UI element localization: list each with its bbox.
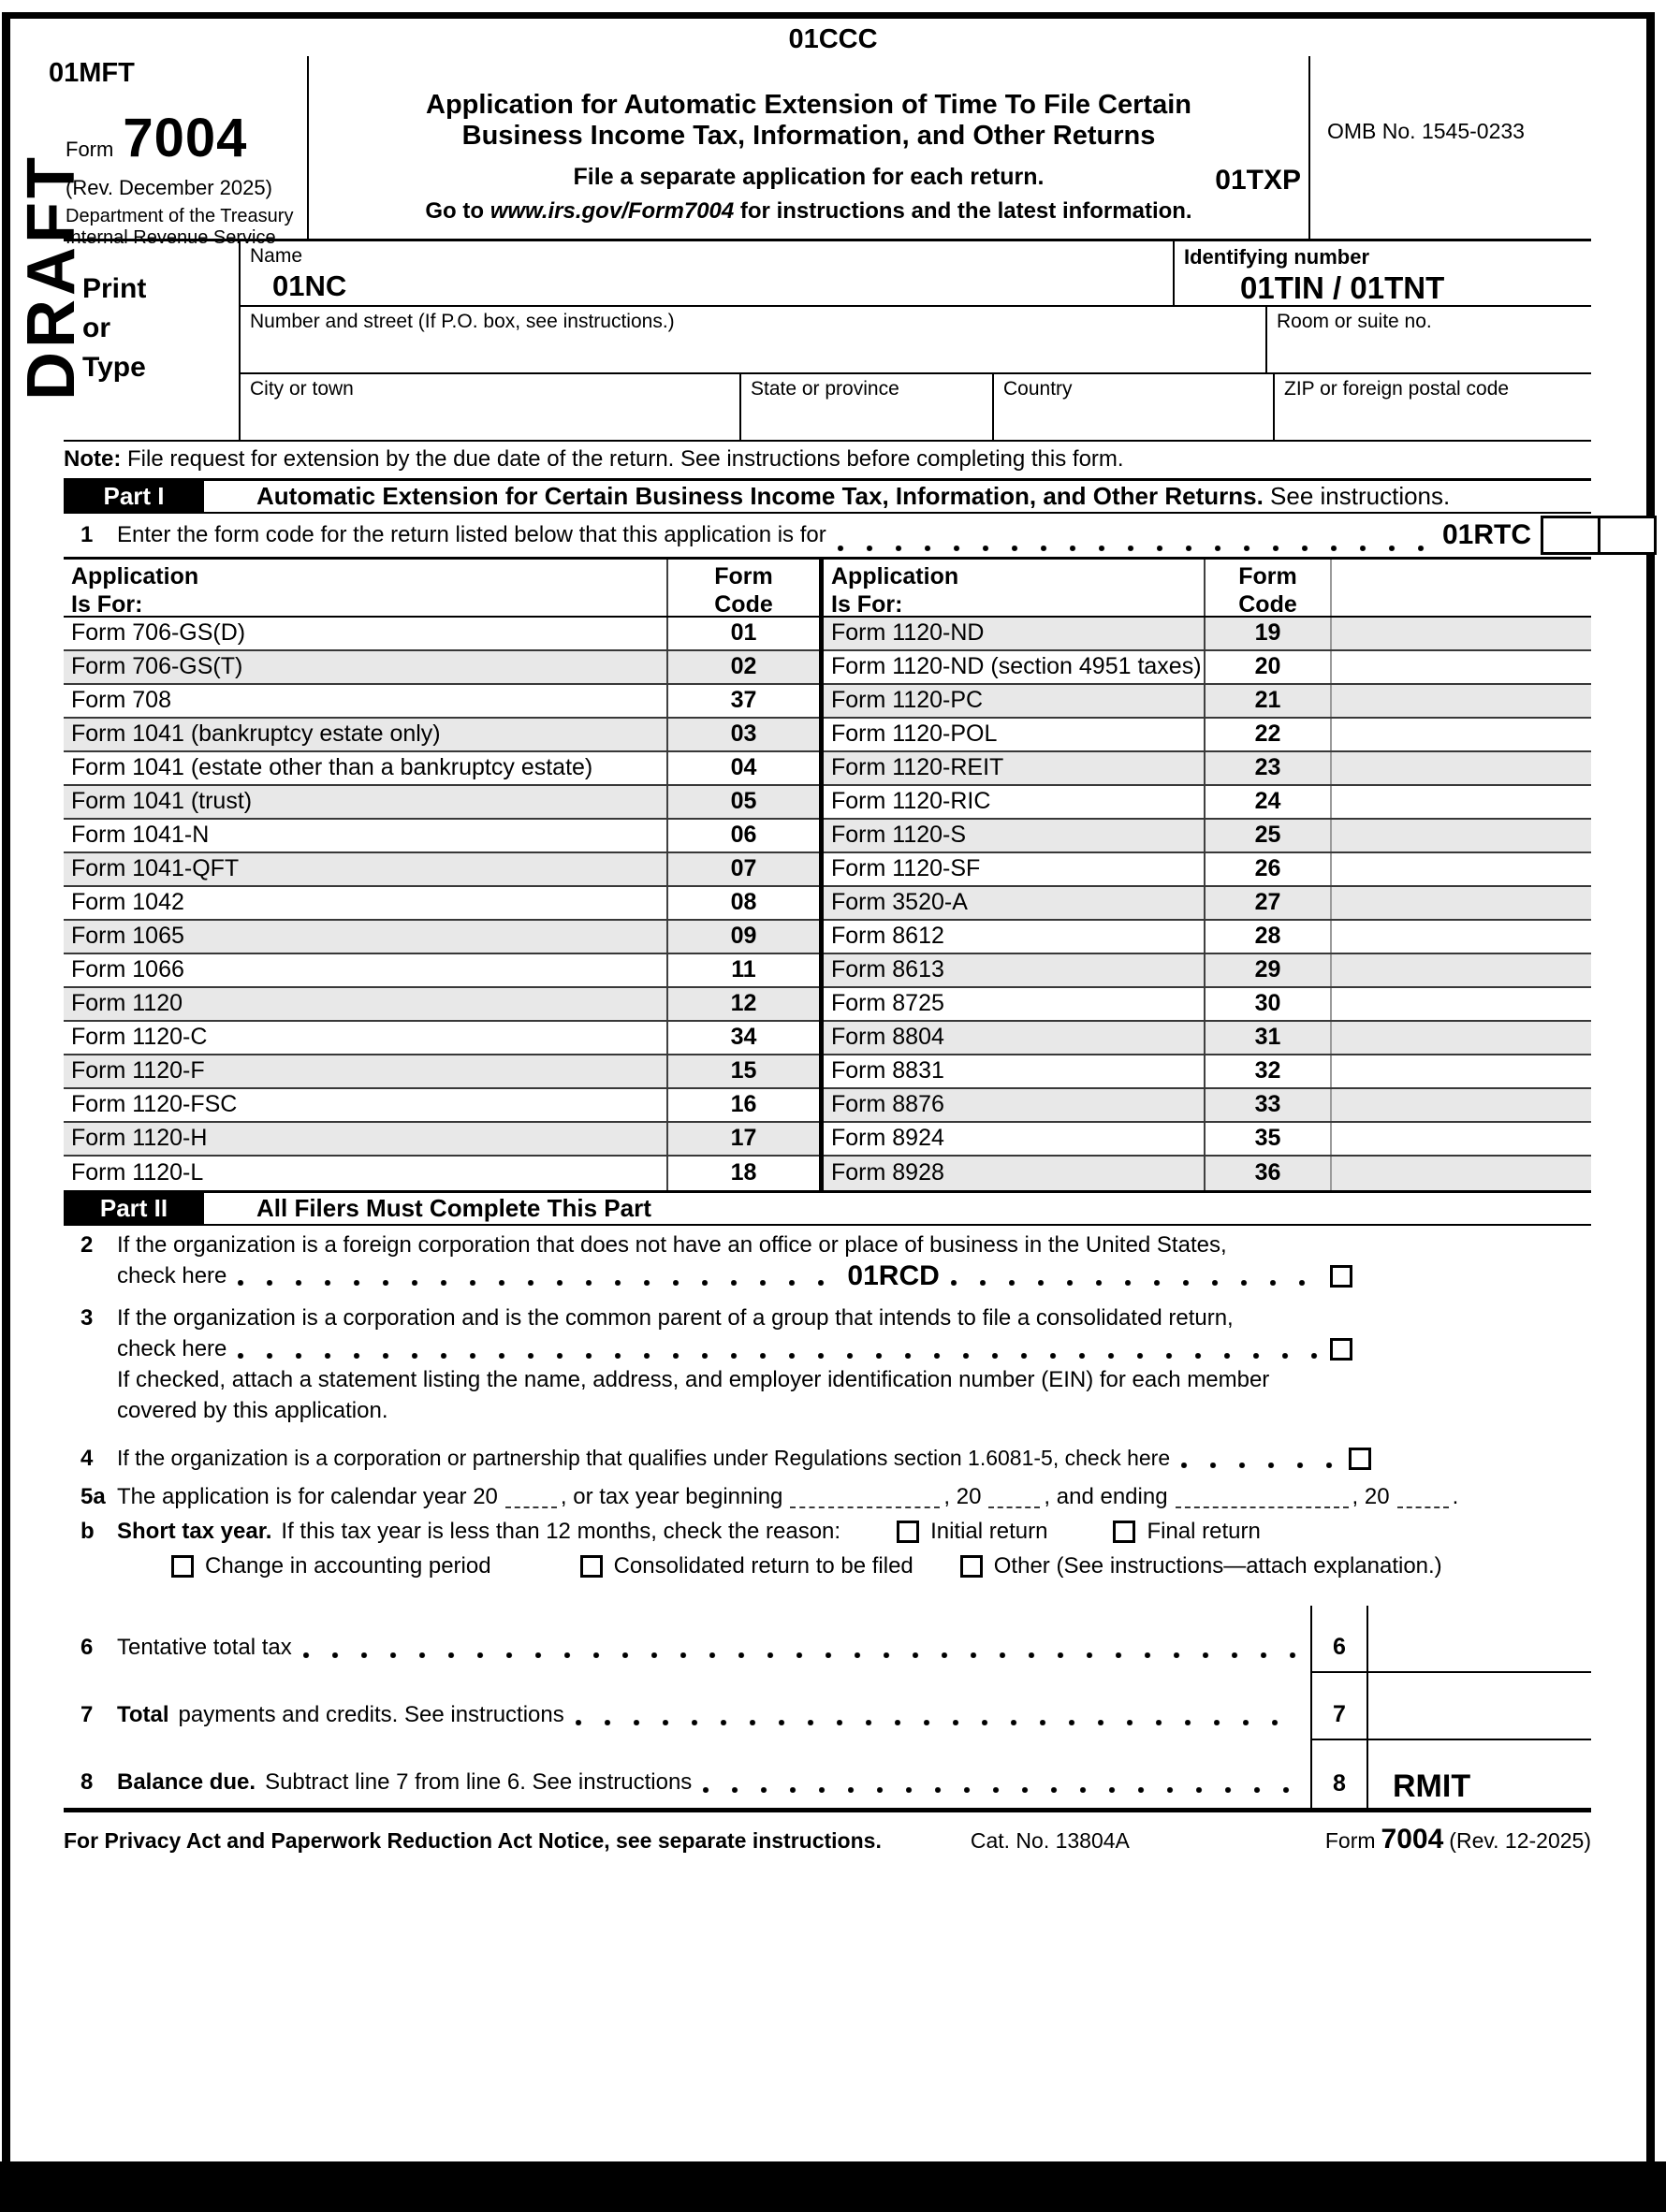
final-return-option xyxy=(1113,1518,1260,1546)
table-row[interactable] xyxy=(64,685,819,719)
application-label: Form 1120-C xyxy=(71,1024,208,1051)
dept-irs: Internal Revenue Service xyxy=(66,227,276,248)
line7-text: payments and credits. See instructions xyxy=(178,1702,564,1727)
form-code-value: 08 xyxy=(666,887,819,919)
country-label: Country xyxy=(1003,378,1073,400)
table-filler-cell xyxy=(1330,887,1591,919)
form-code-value: 30 xyxy=(1204,988,1330,1020)
line3-attach-text1: If checked, attach a statement listing the name, address, and employer identification number (EIN) for each member xyxy=(117,1366,1270,1392)
line4-text: If the organization is a corporation or partnership that qualifies under Regulations section 1.6081-5, check here xyxy=(117,1446,1171,1471)
street-field[interactable] xyxy=(241,307,1265,372)
line5a-number: 5a xyxy=(80,1483,106,1509)
code-mft: 01MFT xyxy=(49,58,135,88)
other-label: Other (See instructions—attach explanation.) xyxy=(993,1552,1442,1579)
line3-checkbox[interactable] xyxy=(1330,1338,1352,1361)
application-label: Form 1066 xyxy=(71,956,184,983)
table-row[interactable] xyxy=(824,719,1591,752)
form-code-value: 16 xyxy=(666,1089,819,1121)
form-code-value: 07 xyxy=(666,853,819,885)
consolidated-label: Consolidated return to be filed xyxy=(613,1552,913,1579)
line7-amount-cell[interactable] xyxy=(1368,1673,1591,1740)
footer-form-id xyxy=(1325,1822,1591,1857)
code-ccc: 01CCC xyxy=(788,24,878,54)
form-code-value: 32 xyxy=(1204,1055,1330,1087)
form-code-value: 09 xyxy=(666,921,819,953)
form-code-table-right xyxy=(824,560,1591,1190)
table-row[interactable] xyxy=(64,1022,819,1055)
form-code-table-left xyxy=(64,560,824,1190)
part1-label: Part I xyxy=(64,481,204,512)
table-row[interactable] xyxy=(64,752,819,786)
initial-return-label: Initial return xyxy=(930,1518,1048,1544)
table-row[interactable] xyxy=(824,921,1591,954)
identifying-number-value: 01TIN / 01TNT xyxy=(1240,269,1445,305)
table-filler-cell xyxy=(1330,719,1591,750)
line5a-text2: , or tax year beginning xyxy=(560,1483,783,1509)
table-row[interactable] xyxy=(824,1123,1591,1157)
form-code-value: 18 xyxy=(666,1157,819,1190)
application-label: Form 1120 xyxy=(71,990,183,1017)
irs-url-link[interactable]: www.irs.gov/Form7004 xyxy=(490,197,735,224)
application-label: Form 1120-FSC xyxy=(71,1091,238,1118)
application-label: Form 706-GS(D) xyxy=(71,619,246,647)
dot-leader xyxy=(576,1720,1299,1725)
initial-return-option xyxy=(897,1518,1047,1546)
line7-number: 7 xyxy=(80,1702,94,1727)
line6-text: Tentative total tax xyxy=(117,1635,292,1660)
footer-form-word: Form xyxy=(1324,1828,1376,1853)
part1-title-text: Automatic Extension for Certain Business Income Tax, Information, and Other Returns. xyxy=(256,482,1264,511)
other-option xyxy=(960,1552,1442,1580)
form-title-line2: Business Income Tax, Information, and Other Returns xyxy=(461,120,1156,151)
table-filler-cell xyxy=(1330,1022,1591,1054)
table-row[interactable] xyxy=(64,887,819,921)
application-label: Form 708 xyxy=(71,687,171,714)
table-row[interactable] xyxy=(824,887,1591,921)
table-row[interactable] xyxy=(824,1157,1591,1190)
table-row[interactable] xyxy=(824,853,1591,887)
dot-leader xyxy=(1181,1463,1337,1468)
application-label: Form 1120-POL xyxy=(831,720,998,748)
page-border-top xyxy=(2,12,1655,19)
print-word: Print xyxy=(82,273,147,304)
goto-prefix: Go to xyxy=(425,197,490,224)
application-label: Form 1120-RIC xyxy=(831,788,991,815)
line7-row xyxy=(64,1673,1591,1740)
name-field[interactable] xyxy=(241,241,1173,305)
dot-leader xyxy=(951,1280,1319,1286)
type-word: Type xyxy=(82,352,146,383)
part1-header xyxy=(64,478,1591,514)
final-return-label: Final return xyxy=(1147,1518,1261,1544)
table-row[interactable] xyxy=(64,1123,819,1157)
catalog-number: Cat. No. 13804A xyxy=(970,1828,1130,1853)
line8-number: 8 xyxy=(80,1769,94,1795)
application-label: Form 1120-F xyxy=(71,1057,205,1084)
line2-number: 2 xyxy=(80,1231,94,1258)
form-code-value: 31 xyxy=(1204,1022,1330,1054)
line8-amount-cell[interactable] xyxy=(1368,1740,1591,1808)
line8-box-number: 8 xyxy=(1310,1740,1368,1808)
col-application: Application xyxy=(71,563,199,589)
form-code-value: 05 xyxy=(666,786,819,818)
room-field[interactable] xyxy=(1265,307,1591,372)
form-word: Form xyxy=(66,138,114,161)
code-rcd: 01RCD xyxy=(847,1259,940,1291)
application-label: Form 1120-SF xyxy=(831,855,981,882)
table-row[interactable] xyxy=(824,685,1591,719)
table-filler-cell xyxy=(1330,1089,1591,1121)
page-border-right xyxy=(1646,12,1655,2161)
form-code-value: 34 xyxy=(666,1022,819,1054)
form-code-value: 35 xyxy=(1204,1123,1330,1155)
table-row[interactable] xyxy=(824,1055,1591,1089)
application-label: Form 8876 xyxy=(831,1091,944,1118)
table-filler-cell xyxy=(1330,954,1591,986)
col-code: Code xyxy=(714,591,773,618)
line5a-text6: . xyxy=(1452,1483,1459,1509)
line7-bold: Total xyxy=(117,1702,169,1727)
form-code-value: 17 xyxy=(666,1123,819,1155)
col-form: Form xyxy=(714,563,773,589)
application-label: Form 1041-N xyxy=(71,822,210,849)
part2-title: All Filers Must Complete This Part xyxy=(256,1194,651,1223)
application-label: Form 706-GS(T) xyxy=(71,653,243,680)
col-application: Application xyxy=(831,563,959,589)
begin-date-blank[interactable] xyxy=(790,1492,940,1508)
application-label: Form 1120-PC xyxy=(831,687,984,714)
identifying-number-label: Identifying number xyxy=(1184,245,1369,269)
table-filler-column xyxy=(1330,560,1591,616)
form-code-value: 22 xyxy=(1204,719,1330,750)
form-code-value: 27 xyxy=(1204,887,1330,919)
dept-treasury: Department of the Treasury xyxy=(66,206,294,226)
table-row[interactable] xyxy=(824,786,1591,820)
table-filler-cell xyxy=(1330,921,1591,953)
code-txp: 01TXP xyxy=(1215,165,1301,196)
line2-checkbox[interactable] xyxy=(1330,1265,1352,1288)
col-form: Form xyxy=(1238,563,1297,589)
form-code-value: 15 xyxy=(666,1055,819,1087)
table-filler-cell xyxy=(1330,1055,1591,1087)
line7-box-number: 7 xyxy=(1310,1673,1368,1740)
consolidated-checkbox[interactable] xyxy=(580,1555,603,1578)
form-number-block xyxy=(64,56,309,248)
table-row[interactable] xyxy=(64,954,819,988)
table-filler-cell xyxy=(1330,1157,1591,1190)
line1-number: 1 xyxy=(80,522,94,547)
application-label: Form 1042 xyxy=(71,889,184,916)
table-row[interactable] xyxy=(64,719,819,752)
goto-line xyxy=(309,197,1308,226)
check-here-text: check here xyxy=(117,1335,227,1361)
change-period-checkbox[interactable] xyxy=(171,1555,194,1578)
table-row[interactable] xyxy=(824,752,1591,786)
form-code-value: 06 xyxy=(666,820,819,851)
year-blank[interactable] xyxy=(505,1492,557,1508)
end-year-blank[interactable] xyxy=(1397,1492,1449,1508)
line5b-row xyxy=(64,1516,1591,1547)
table-row[interactable] xyxy=(824,954,1591,988)
application-label: Form 3520-A xyxy=(831,889,968,916)
table-filler-cell xyxy=(1330,988,1591,1020)
form-revision: (Rev. December 2025) xyxy=(66,175,272,199)
table-row[interactable] xyxy=(64,651,819,685)
line4-number: 4 xyxy=(80,1445,94,1471)
page-footer xyxy=(64,1822,1591,1857)
dot-leader xyxy=(303,1652,1299,1658)
form-title-line1: Application for Automatic Extension of Time To File Certain xyxy=(426,90,1191,120)
application-label: Form 8804 xyxy=(831,1024,944,1051)
line4-checkbox[interactable] xyxy=(1349,1448,1371,1470)
line5b-text: If this tax year is less than 12 months, check the reason: xyxy=(281,1518,841,1544)
form-code-digit1[interactable] xyxy=(1543,518,1600,552)
table-row[interactable] xyxy=(824,820,1591,853)
name-label: Name xyxy=(250,245,303,267)
line8-text: Subtract line 7 from line 6. See instructions xyxy=(265,1769,693,1795)
table-row[interactable] xyxy=(824,618,1591,651)
end-date-blank[interactable] xyxy=(1176,1492,1349,1508)
omb-block xyxy=(1310,56,1591,239)
form-title-block xyxy=(309,56,1310,239)
table-filler-cell xyxy=(1330,1123,1591,1155)
initial-return-checkbox[interactable] xyxy=(897,1521,919,1543)
begin-year-blank[interactable] xyxy=(988,1492,1040,1508)
entity-block xyxy=(64,241,1591,442)
line5b-number: b xyxy=(80,1518,95,1544)
change-period-label: Change in accounting period xyxy=(205,1552,491,1579)
line8-row xyxy=(64,1740,1591,1808)
table-filler-cell xyxy=(1330,752,1591,784)
col-is-for: Is For: xyxy=(71,591,143,618)
table-row[interactable] xyxy=(824,988,1591,1022)
form-code-value: 11 xyxy=(666,954,819,986)
application-label: Form 1120-H xyxy=(71,1125,208,1152)
line3-check-row xyxy=(117,1333,1591,1364)
table-row[interactable] xyxy=(824,1022,1591,1055)
omb-number: OMB No. 1545-0233 xyxy=(1327,119,1525,143)
line5b-reasons-row xyxy=(171,1550,1591,1581)
line2-row xyxy=(64,1230,1591,1260)
table-row[interactable] xyxy=(64,820,819,853)
privacy-notice: For Privacy Act and Paperwork Reduction Act Notice, see separate instructions. xyxy=(64,1828,882,1853)
street-label: Number and street (If P.O. box, see instructions.) xyxy=(250,311,675,332)
line8-bold: Balance due. xyxy=(117,1769,256,1795)
line5a-text5: , 20 xyxy=(1352,1483,1390,1509)
city-field[interactable] xyxy=(241,374,739,440)
line1-row xyxy=(64,514,1591,557)
table-filler-cell xyxy=(1330,618,1591,649)
print-or-type-label xyxy=(64,241,239,440)
form-code-value: 20 xyxy=(1204,651,1330,683)
form-code-value: 25 xyxy=(1204,820,1330,851)
application-label: Form 8928 xyxy=(831,1159,944,1186)
table-header-left xyxy=(64,560,819,618)
line6-number: 6 xyxy=(80,1635,94,1660)
table-filler-cell xyxy=(1330,853,1591,885)
form-subtitle: File a separate application for each return. xyxy=(573,163,1045,190)
dot-leader xyxy=(703,1787,1299,1793)
table-filler-cell xyxy=(1330,820,1591,851)
form-number: 7004 xyxy=(123,108,248,168)
form-code-digit2[interactable] xyxy=(1600,518,1655,552)
form-code-value: 37 xyxy=(666,685,819,717)
form-code-value: 29 xyxy=(1204,954,1330,986)
application-label: Form 1041-QFT xyxy=(71,855,240,882)
draft-watermark: DRAFT xyxy=(14,153,89,400)
line3-attach-row1 xyxy=(117,1364,1591,1395)
table-row[interactable] xyxy=(64,853,819,887)
form-code-value: 24 xyxy=(1204,786,1330,818)
country-field[interactable] xyxy=(992,374,1273,440)
line3-attach-text2: covered by this application. xyxy=(117,1397,388,1423)
form-code-value: 33 xyxy=(1204,1089,1330,1121)
part2-label: Part II xyxy=(64,1193,204,1224)
line5a-text1: The application is for calendar year 20 xyxy=(117,1483,498,1509)
form-code-value: 23 xyxy=(1204,752,1330,784)
line3-attach-row2 xyxy=(117,1395,1591,1426)
form-code-value: 02 xyxy=(666,651,819,683)
note-text: File request for extension by the due date of the return. See instructions before completing this form. xyxy=(121,446,1124,472)
line6-amount-cell[interactable] xyxy=(1368,1606,1591,1673)
final-return-checkbox[interactable] xyxy=(1113,1521,1135,1543)
line5a-row xyxy=(64,1481,1591,1512)
change-period-option xyxy=(171,1552,491,1580)
col-is-for: Is For: xyxy=(831,591,903,618)
line4-row xyxy=(64,1443,1591,1474)
line3-number: 3 xyxy=(80,1304,94,1331)
part2-header xyxy=(64,1190,1591,1226)
application-label: Form 1041 (bankruptcy estate only) xyxy=(71,720,441,748)
zip-field[interactable] xyxy=(1273,374,1591,440)
line6-row xyxy=(64,1606,1591,1673)
line2-check-row xyxy=(117,1260,1591,1291)
table-row[interactable] xyxy=(824,651,1591,685)
application-label: Form 1120-L xyxy=(71,1159,204,1186)
application-label: Form 1120-REIT xyxy=(831,754,1004,781)
page-border-left xyxy=(2,12,10,2161)
or-word: or xyxy=(82,313,110,343)
form-content xyxy=(64,56,1591,1857)
city-label: City or town xyxy=(250,378,354,400)
application-label: Form 1041 (estate other than a bankruptcy estate) xyxy=(71,754,593,781)
note-line xyxy=(64,442,1591,478)
check-here-text: check here xyxy=(117,1262,227,1288)
application-label: Form 8831 xyxy=(831,1057,944,1084)
code-rtc: 01RTC xyxy=(1441,519,1531,551)
table-filler-cell xyxy=(1330,786,1591,818)
col-code: Code xyxy=(1238,591,1297,618)
state-label: State or province xyxy=(751,378,899,400)
code-rmit: RMIT xyxy=(1393,1768,1471,1804)
short-tax-year-label: Short tax year. xyxy=(117,1518,272,1544)
footer-form-number: 7004 xyxy=(1381,1824,1444,1855)
goto-suffix: for instructions and the latest information. xyxy=(734,197,1192,224)
table-filler-cell xyxy=(1330,685,1591,717)
dot-leader xyxy=(238,1280,836,1286)
page-border-bottom xyxy=(0,2161,1666,2212)
form-code-value: 04 xyxy=(666,752,819,784)
application-label: Form 8725 xyxy=(831,990,944,1017)
table-row[interactable] xyxy=(64,921,819,954)
application-label: Form 1120-ND (section 4951 taxes) xyxy=(831,653,1202,680)
form-code-entry-box[interactable] xyxy=(1541,516,1657,555)
name-value: 01NC xyxy=(272,269,347,303)
table-row[interactable] xyxy=(64,618,819,651)
part1-see-instructions: See instructions. xyxy=(1263,482,1451,511)
application-label: Form 8612 xyxy=(831,923,944,950)
footer-revision: (Rev. 12-2025) xyxy=(1449,1828,1591,1853)
consolidated-option xyxy=(580,1552,913,1580)
state-field[interactable] xyxy=(739,374,992,440)
table-row[interactable] xyxy=(824,1089,1591,1123)
dot-leader xyxy=(238,1353,1319,1359)
table-filler-cell xyxy=(1330,651,1591,683)
line3-row xyxy=(64,1302,1591,1333)
room-label: Room or suite no. xyxy=(1277,311,1432,332)
part1-title xyxy=(256,481,1450,512)
line6-box-number: 6 xyxy=(1310,1606,1368,1673)
application-label: Form 1120-S xyxy=(831,822,967,849)
tax-amount-rows xyxy=(64,1606,1591,1812)
line5a-text4: , and ending xyxy=(1044,1483,1168,1509)
application-label: Form 8924 xyxy=(831,1125,944,1152)
form-code-table xyxy=(64,557,1591,1190)
note-label: Note: xyxy=(64,446,122,472)
application-label: Form 1120-ND xyxy=(831,619,985,647)
table-row[interactable] xyxy=(64,786,819,820)
table-row[interactable] xyxy=(64,1089,819,1123)
table-row[interactable] xyxy=(64,1157,819,1190)
table-header-right xyxy=(824,560,1591,618)
form-code-value: 03 xyxy=(666,719,819,750)
application-label: Form 1041 (trust) xyxy=(71,788,253,815)
form-code-value: 21 xyxy=(1204,685,1330,717)
other-checkbox[interactable] xyxy=(960,1555,983,1578)
dot-leader xyxy=(838,546,1431,551)
form-code-value: 26 xyxy=(1204,853,1330,885)
form-code-value: 28 xyxy=(1204,921,1330,953)
table-row[interactable] xyxy=(64,988,819,1022)
form-header xyxy=(64,56,1591,248)
identifying-number-field[interactable] xyxy=(1173,241,1591,305)
line1-text: Enter the form code for the return listed below that this application is for xyxy=(117,522,826,547)
line5a-text3: , 20 xyxy=(943,1483,982,1509)
table-row[interactable] xyxy=(64,1055,819,1089)
form-code-value: 01 xyxy=(666,618,819,649)
application-label: Form 1065 xyxy=(71,923,184,950)
line3-text: If the organization is a corporation and is the common parent of a group that intends to file a consolidated return, xyxy=(117,1304,1234,1331)
zip-label: ZIP or foreign postal code xyxy=(1284,378,1510,400)
application-label: Form 8613 xyxy=(831,956,944,983)
form-code-value: 12 xyxy=(666,988,819,1020)
form-code-value: 36 xyxy=(1204,1157,1330,1190)
form-code-value: 19 xyxy=(1204,618,1330,649)
line2-text: If the organization is a foreign corporation that does not have an office or place of business in the United States, xyxy=(117,1231,1227,1258)
